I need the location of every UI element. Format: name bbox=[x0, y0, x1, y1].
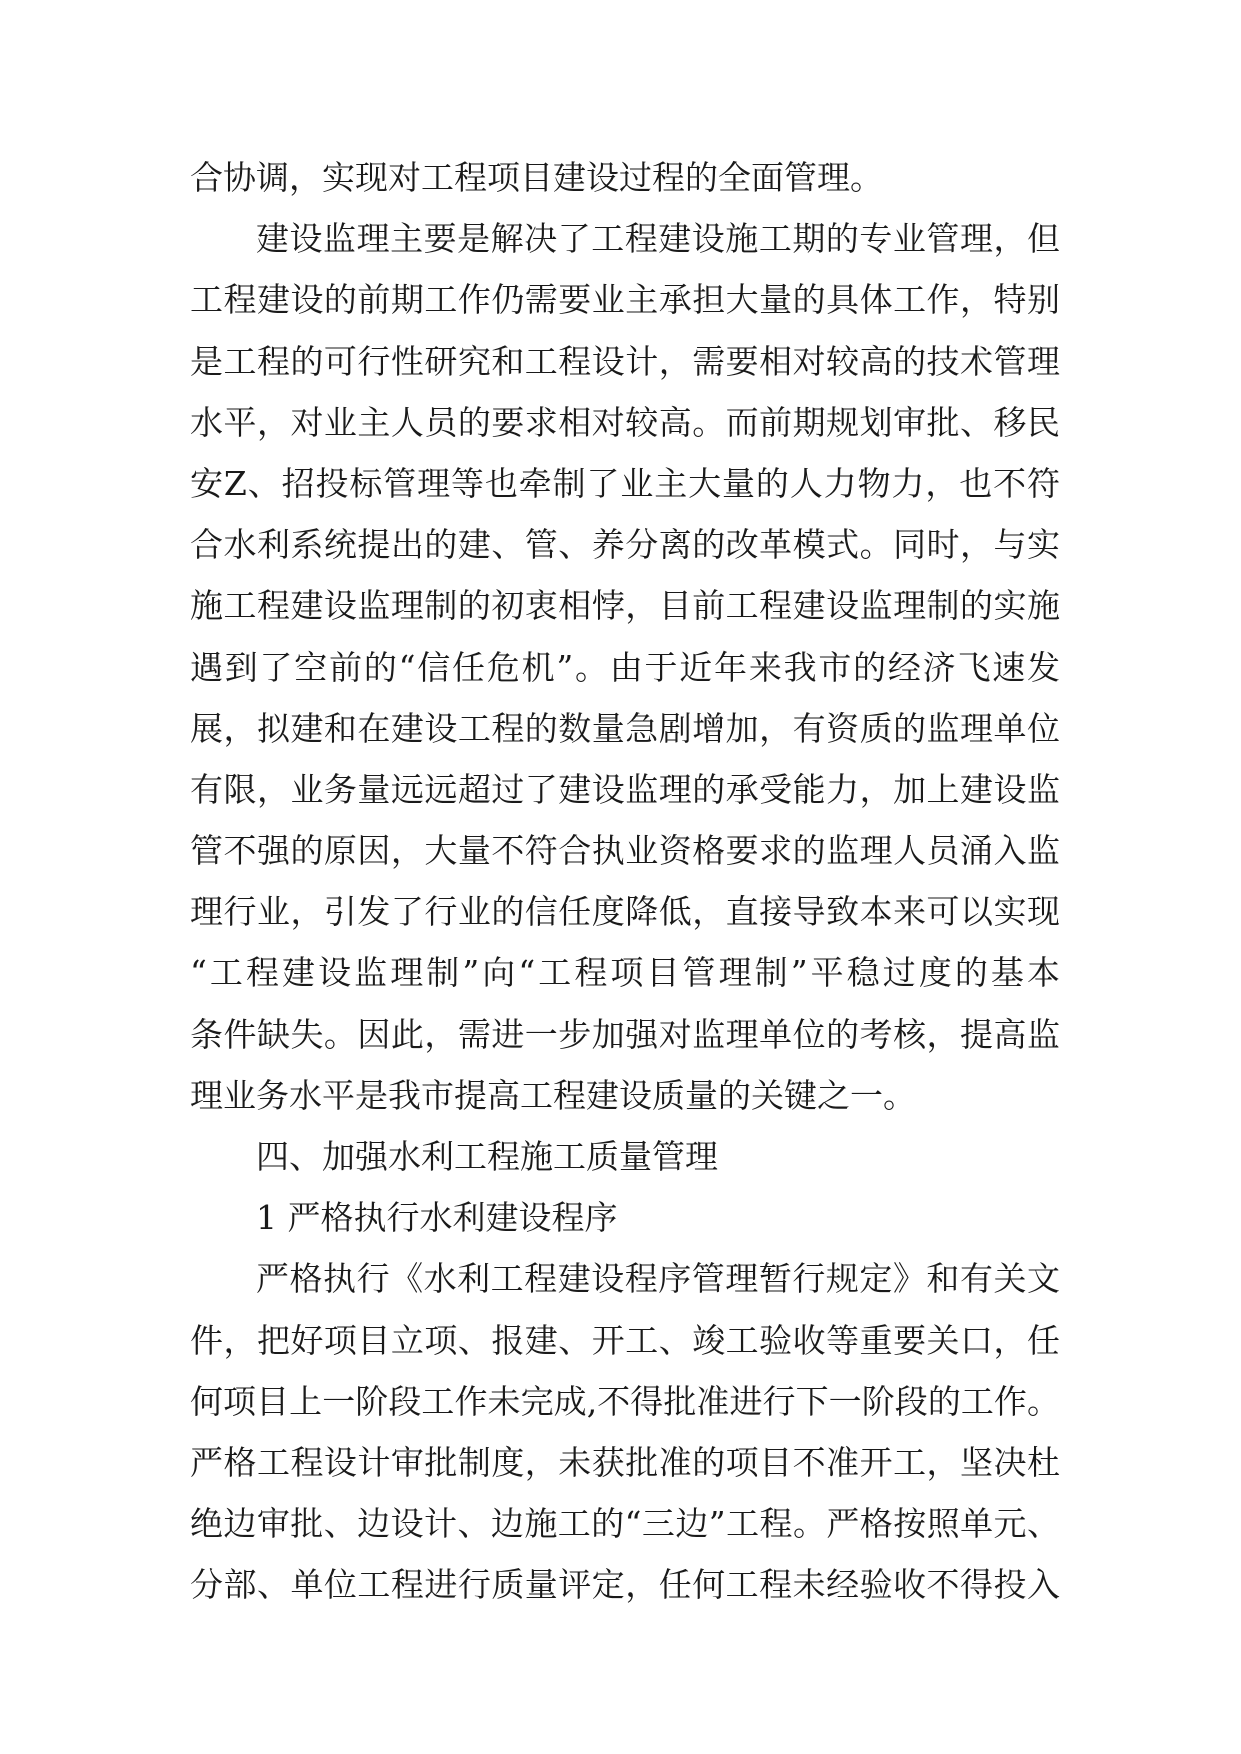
text-line: 合水利系统提出的建、管、养分离的改革模式。同时，与实 bbox=[190, 525, 1060, 565]
text-line: “工程建设监理制”向“工程项目管理制”平稳过度的基本 bbox=[190, 953, 1060, 993]
text-line: 绝边审批、边设计、边施工的“三边”工程。严格按照单元、 bbox=[190, 1504, 1060, 1544]
text-line: 展，拟建和在建设工程的数量急剧增加，有资质的监理单位 bbox=[190, 708, 1060, 748]
text-line: 管不强的原因，大量不符合执业资格要求的监理人员涌入监 bbox=[190, 831, 1060, 871]
text-line: 水平，对业主人员的要求相对较高。而前期规划审批、移民 bbox=[190, 402, 1060, 442]
text-line: 合协调，实现对工程项目建设过程的全面管理。 bbox=[190, 158, 883, 197]
text-line: 严格执行《水利工程建设程序管理暂行规定》和有关文 bbox=[256, 1259, 1060, 1299]
text-line: 理行业，引发了行业的信任度降低，直接导致本来可以实现 bbox=[190, 892, 1060, 932]
text-line: 四、加强水利工程施工质量管理 bbox=[256, 1137, 718, 1176]
text-line: 分部、单位工程进行质量评定，任何工程未经验收不得投入 bbox=[190, 1565, 1060, 1605]
text-line: 安Z、招投标管理等也牵制了业主大量的人力物力，也不符 bbox=[190, 463, 1060, 503]
text-line: 工程建设的前期工作仍需要业主承担大量的具体工作，特别 bbox=[190, 280, 1060, 320]
text-line: 件，把好项目立项、报建、开工、竣工验收等重要关口，任 bbox=[190, 1320, 1060, 1360]
text-line: 理业务水平是我市提高工程建设质量的关键之一。 bbox=[190, 1075, 916, 1115]
text-line: 有限，业务量远远超过了建设监理的承受能力，加上建设监 bbox=[190, 769, 1060, 809]
text-line: 是工程的可行性研究和工程设计，需要相对较高的技术管理 bbox=[190, 341, 1060, 381]
text-line: 遇到了空前的“信任危机”。由于近年来我市的经济飞速发 bbox=[190, 647, 1060, 687]
text-line: 条件缺失。因此，需进一步加强对监理单位的考核，提高监 bbox=[190, 1014, 1060, 1054]
text-line: 何项目上一阶段工作未完成,不得批准进行下一阶段的工作。 bbox=[190, 1381, 1060, 1421]
text-line: 施工程建设监理制的初衷相悖，目前工程建设监理制的实施 bbox=[190, 586, 1060, 626]
text-line: 建设监理主要是解决了工程建设施工期的专业管理，但 bbox=[256, 219, 1060, 259]
body-text bbox=[190, 158, 1060, 1627]
text-line: 1 严格执行水利建设程序 bbox=[256, 1198, 618, 1238]
text-line: 严格工程设计审批制度，未获批准的项目不准开工，坚决杜 bbox=[190, 1442, 1060, 1482]
